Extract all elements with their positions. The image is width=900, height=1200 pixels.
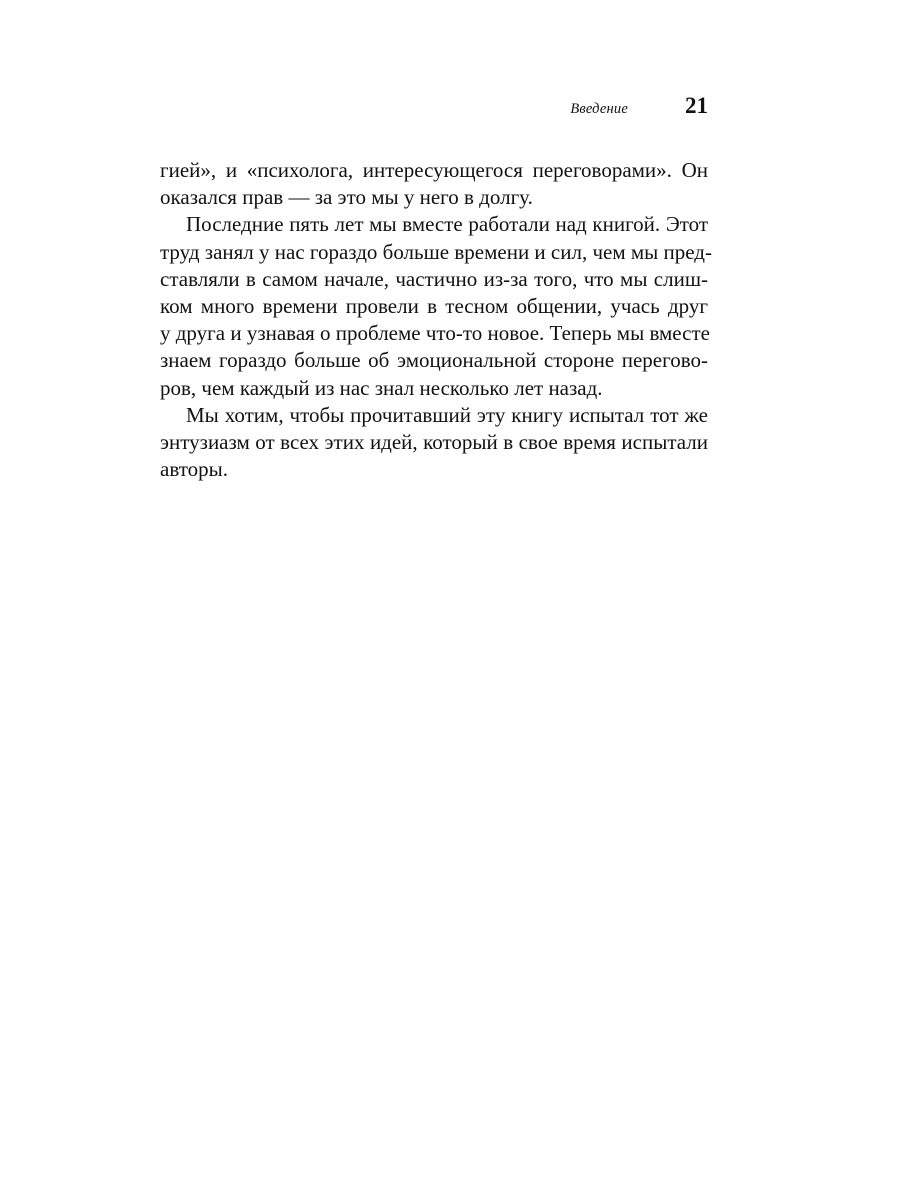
text-line: Последние пять лет мы вместе работали над книгой. Этот bbox=[186, 212, 708, 237]
text-line: ком много времени провели в тесном общении, учась друг bbox=[160, 293, 708, 318]
text-line: ставляли в самом начале, частично из-за того, что мы слиш- bbox=[160, 266, 708, 291]
text-line: авторы. bbox=[160, 457, 228, 482]
page-number: 21 bbox=[685, 93, 708, 118]
running-title: Введение bbox=[570, 101, 628, 117]
text-line: энтузиазм от всех этих идей, который в свое время испытали bbox=[160, 429, 708, 454]
text-line: ров, чем каждый из нас знал несколько лет назад. bbox=[160, 375, 603, 400]
running-head bbox=[160, 93, 708, 123]
text-line: Мы хотим, чтобы прочитавший эту книгу испытал тот же bbox=[186, 402, 708, 427]
text-line: знаем гораздо больше об эмоциональной стороне перегово- bbox=[160, 348, 708, 373]
text-line: гией», и «психолога, интересующегося переговорами». Он bbox=[160, 158, 708, 182]
body-text bbox=[160, 157, 712, 483]
text-line: труд занял у нас гораздо больше времени и сил, чем мы пред- bbox=[160, 239, 712, 264]
text-line: оказался прав — за это мы у него в долгу. bbox=[160, 185, 533, 210]
text-line: у друга и узнавая о проблеме что-то новое. Теперь мы вместе bbox=[160, 321, 710, 346]
